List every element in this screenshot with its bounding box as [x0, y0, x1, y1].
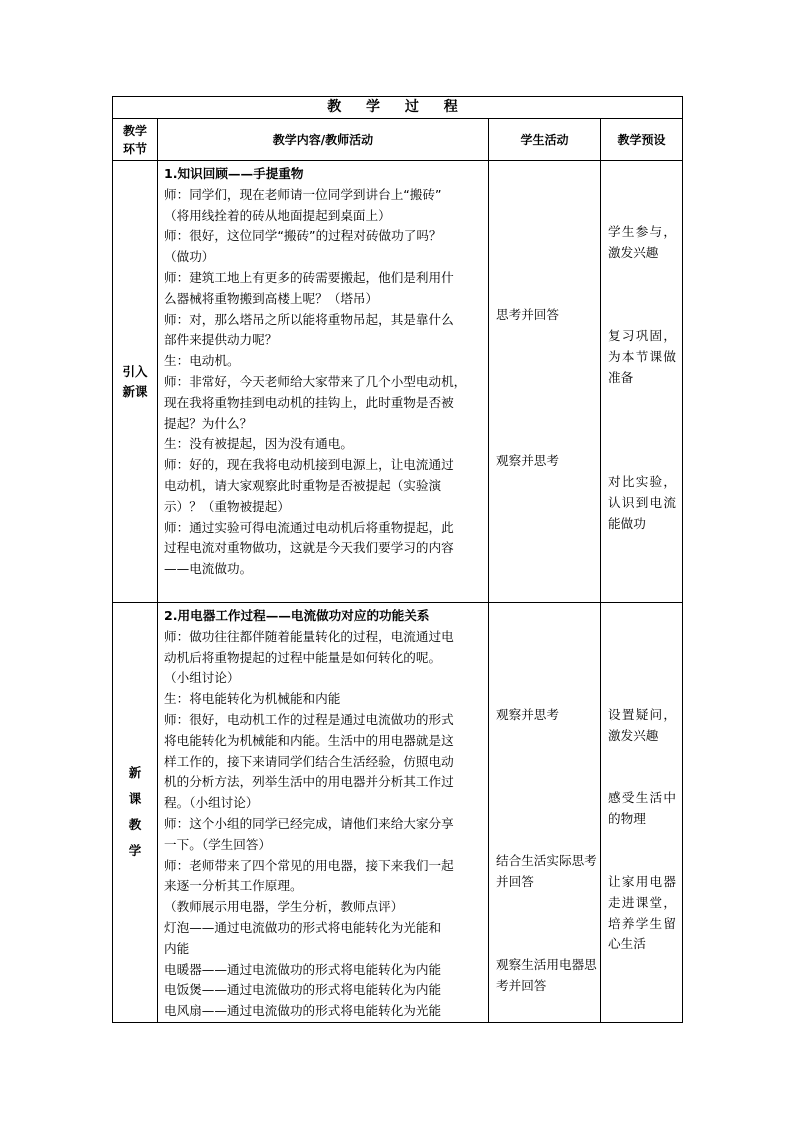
- header-student: 学生活动: [489, 119, 601, 161]
- new-lesson-activity-3: 观察生活用电器思考并回答: [496, 957, 597, 993]
- intro-design-3: 对比实验，认识到电流能做功: [608, 474, 676, 531]
- new-lesson-heading: 2.用电器工作过程——电流做功对应的功能关系: [164, 608, 430, 623]
- new-lesson-content-line: 来逐一分析其工作原理。: [164, 878, 303, 894]
- intro-content-cell: [158, 161, 489, 603]
- intro-content-line: ——电流做功。: [164, 561, 253, 577]
- intro-content-line: 师：通过实验可得电流通过电动机后将重物提起，此: [164, 519, 454, 535]
- intro-content-line: 师：很好，这位同学“搬砖”的过程对砖做功了吗？: [164, 228, 442, 244]
- new-lesson-content-line: 将电能转化为机械能和内能。生活中的用电器就是这: [164, 732, 454, 748]
- intro-stage-cell: [113, 161, 158, 603]
- new-lesson-content-line: 电暖器——通过电流做功的形式将电能转化为内能: [164, 961, 442, 977]
- new-lesson-content-line: 师：做功往往都伴随着能量转化的过程，电流通过电: [164, 628, 454, 644]
- new-lesson-content-line: 样工作的，接下来请同学们结合生活经验，仿照电动: [164, 753, 454, 769]
- intro-row: [113, 161, 683, 603]
- new-lesson-activity-cell: [489, 603, 601, 1023]
- new-lesson-content-line: 师：很好，电动机工作的过程是通过电流做功的形式: [164, 711, 454, 727]
- new-lesson-content-line: 生：将电能转化为机械能和内能: [164, 691, 341, 707]
- new-lesson-lines: [164, 627, 484, 1022]
- intro-content-line: 部件来提供动力呢？: [164, 332, 278, 348]
- new-lesson-row: [113, 603, 683, 1023]
- lesson-process-table: [112, 96, 683, 1023]
- table-title-row: [113, 97, 683, 119]
- new-lesson-content-line: 电饭煲——通过电流做功的形式将电能转化为内能: [164, 982, 442, 998]
- intro-activity-cell: [489, 161, 601, 603]
- header-content: 教学内容/教师活动: [158, 119, 489, 161]
- new-lesson-content-line: 师：这个小组的同学已经完成，请他们来给大家分享: [164, 815, 454, 831]
- intro-content-line: 师：对，那么塔吊之所以能将重物吊起，其是靠什么: [164, 311, 454, 327]
- intro-stage-label: 引入新课: [122, 363, 148, 399]
- new-lesson-content-line: 灯泡——通过电流做功的形式将电能转化为光能和: [164, 919, 442, 935]
- header-stage: [113, 119, 158, 161]
- new-lesson-stage-label: 新课教学: [128, 765, 142, 859]
- intro-heading: 1.知识回顾——手提重物: [164, 166, 304, 181]
- new-lesson-content-line: 一下。（学生回答）: [164, 836, 272, 852]
- header-stage-label: 教学环节: [122, 123, 147, 156]
- new-lesson-content-cell: [158, 603, 489, 1023]
- new-lesson-content-line: 师：老师带来了四个常见的用电器，接下来我们一起: [164, 857, 454, 873]
- new-lesson-content-line: 机的分析方法，列举生活中的用电器并分析其工作过: [164, 774, 454, 790]
- new-lesson-stage-cell: [113, 603, 158, 1023]
- new-lesson-content-line: 程。（小组讨论）: [164, 795, 259, 811]
- intro-content-line: 过程电流对重物做功，这就是今天我们要学习的内容: [164, 540, 454, 556]
- intro-content-line: 生：没有被提起，因为没有通电。: [164, 436, 353, 452]
- intro-content-line: 么器械将重物搬到高楼上呢？（塔吊）: [164, 290, 379, 306]
- new-lesson-design-2: 感受生活中的物理: [608, 790, 676, 826]
- new-lesson-content-line: 动机后将重物提起的过程中能量是如何转化的呢。: [164, 649, 442, 665]
- intro-activity-1: 思考并回答: [496, 307, 559, 322]
- table-header-row: [113, 119, 683, 161]
- intro-content-line: 电动机，请大家观察此时重物是否被提起（实验演: [164, 477, 442, 493]
- new-lesson-design-3: 让家用电器走进课堂，培养学生留心生活: [608, 874, 676, 952]
- intro-activity-2: 观察并思考: [496, 453, 559, 468]
- intro-design-2: 复习巩固，为本节课做准备: [608, 328, 676, 385]
- intro-content-line: 示）？（重物被提起）: [164, 498, 290, 514]
- table-title: 教 学 过 程: [113, 97, 683, 119]
- intro-lines: [164, 185, 484, 580]
- intro-content-line: 师：非常好，今天老师给大家带来了几个小型电动机，: [164, 373, 467, 389]
- new-lesson-content-line: 内能: [164, 940, 190, 956]
- new-lesson-content-line: （小组讨论）: [164, 670, 240, 686]
- intro-content-line: 师：好的，现在我将电动机接到电源上，让电流通过: [164, 457, 454, 473]
- intro-content-line: 师：同学们，现在老师请一位同学到讲台上“搬砖”: [164, 186, 442, 202]
- intro-content-line: （做功）: [164, 249, 215, 265]
- new-lesson-design-1: 设置疑问，激发兴趣: [608, 707, 676, 743]
- intro-design-1: 学生参与，激发兴趣: [608, 224, 676, 260]
- new-lesson-activity-1: 观察并思考: [496, 707, 559, 722]
- intro-content-line: 生：电动机。: [164, 353, 240, 369]
- new-lesson-content-line: 电风扇——通过电流做功的形式将电能转化为光能: [164, 1003, 442, 1019]
- intro-content-line: （将用线拴着的砖从地面提起到桌面上）: [164, 207, 391, 223]
- intro-content-line: 师：建筑工地上有更多的砖需要搬起，他们是利用什: [164, 269, 454, 285]
- new-lesson-activity-2: 结合生活实际思考并回答: [496, 853, 597, 889]
- new-lesson-design-cell: [601, 603, 683, 1023]
- intro-content-line: 现在我将重物挂到电动机的挂钩上，此时重物是否被: [164, 394, 454, 410]
- intro-design-cell: [601, 161, 683, 603]
- intro-content-line: 提起？为什么？: [164, 415, 253, 431]
- header-design: 教学预设: [601, 119, 683, 161]
- new-lesson-content-line: （教师展示用电器，学生分析，教师点评）: [164, 899, 404, 915]
